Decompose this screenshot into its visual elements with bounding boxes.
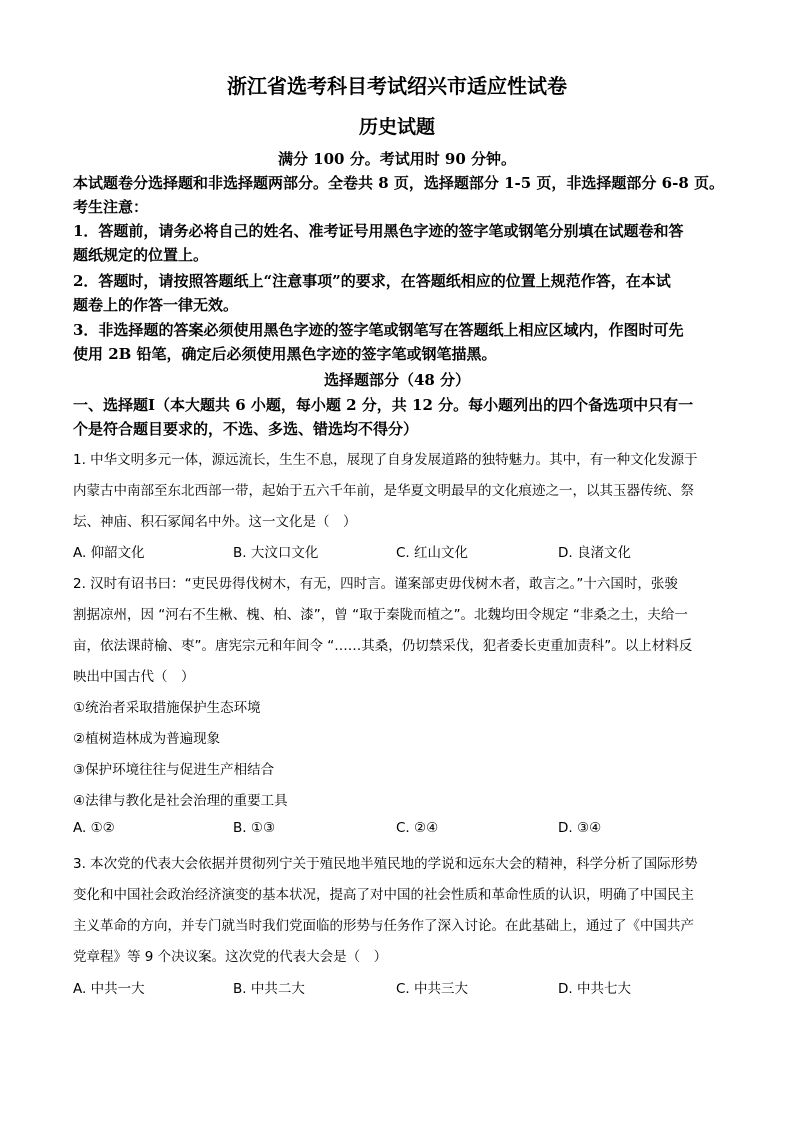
notice-2-line-2: 题卷上的作答一律无效。 (73, 296, 239, 314)
q2-option-c[interactable]: C. ②④ (396, 820, 439, 836)
exam-subtitle: 历史试题 (358, 116, 435, 138)
q1-option-b[interactable]: B. 大汶口文化 (233, 545, 319, 561)
notice-3-line-1: 3．非选择题的答案必须使用黑色字迹的签字笔或钢笔写在答题纸上相应区域内，作图时可先 (73, 321, 684, 339)
q3-line-1: 3. 本次党的代表大会依据并贯彻列宁关于殖民地半殖民地的学说和远东大会的精神，科学分析了国际形势 (73, 856, 698, 872)
intro-line: 本试题卷分选择题和非选择题两部分。全卷共 8 页，选择题部分 1-5 页，非选择题部分 6-8 页。 (73, 174, 724, 192)
q3-option-b[interactable]: B. 中共二大 (233, 981, 305, 997)
q1-line-3: 坛、神庙、积石冢闻名中外。这一文化是（ ） (73, 514, 357, 530)
notice-2-line-1: 2．答题时，请按照答题纸上“注意事项”的要求，在答题纸相应的位置上规范作答，在本试 (73, 272, 671, 290)
score-line: 满分 100 分。考试用时 90 分钟。 (277, 150, 517, 168)
part-1-instructions-line-1: 一、选择题Ⅰ（本大题共 6 小题，每小题 2 分，共 12 分。每小题列出的四个备选项中只有一 (73, 396, 694, 414)
q3-option-a[interactable]: A. 中共一大 (73, 981, 145, 997)
section-heading: 选择题部分（48 分） (323, 371, 471, 389)
q1-line-1: 1. 中华文明多元一体，源远流长，生生不息，展现了自身发展道路的独特魅力。其中，有一种文化发源于 (73, 452, 698, 468)
q2-statement-3: ③保护环境往往与促进生产相结合 (73, 762, 275, 778)
q2-option-b[interactable]: B. ①③ (233, 820, 276, 836)
notice-1-line-1: 1．答题前，请务必将自己的姓名、准考证号用黑色字迹的签字笔或钢笔分别填在试题卷和答 (73, 222, 684, 240)
q2-line-1: 2. 汉时有诏书曰：“吏民毋得伐树木，有无，四时言。谨案部吏毋伐树木者，敢言之。”十六国时，张骏 (73, 576, 678, 592)
q1-option-c[interactable]: C. 红山文化 (396, 545, 469, 561)
notice-1-line-2: 题纸规定的位置上。 (73, 246, 209, 264)
q2-statement-4: ④法律与教化是社会治理的重要工具 (73, 793, 288, 809)
part-1-instructions-line-2: 个是符合题目要求的，不选、多选、错选均不得分） (73, 420, 419, 438)
q3-option-d[interactable]: D. 中共七大 (558, 981, 631, 997)
notice-3-line-2: 使用 2B 铅笔，确定后必须使用黑色字迹的签字笔或钢笔描黑。 (73, 345, 497, 363)
notice-heading: 考生注意： (73, 198, 149, 216)
q3-line-2: 变化和中国社会政治经济演变的基本状况，提高了对中国的社会性质和革命性质的认识，明确了中国民主 (73, 887, 694, 903)
q2-statement-2: ②植树造林成为普遍现象 (73, 731, 221, 747)
exam-title: 浙江省选考科目考试绍兴市适应性试卷 (227, 74, 567, 98)
q2-statement-1: ①统治者采取措施保护生态环境 (73, 700, 261, 716)
q2-line-4: 映出中国古代（ ） (73, 669, 195, 685)
q3-line-4: 党章程》等 9 个决议案。这次党的代表大会是（ ） (73, 949, 388, 965)
q1-option-a[interactable]: A. 仰韶文化 (73, 545, 145, 561)
q1-option-d[interactable]: D. 良渚文化 (558, 545, 631, 561)
q1-line-2: 内蒙古中南部至东北西部一带，起始于五六千年前，是华夏文明最早的文化痕迹之一，以其玉器传统、祭 (73, 483, 694, 499)
q2-line-3: 亩，依法课莳榆、枣”。唐宪宗元和年间令 “……其桑，仍切禁采伐，犯者委长吏重加责科”。以上材料反 (73, 638, 693, 654)
q2-option-d[interactable]: D. ③④ (558, 820, 602, 836)
q2-option-a[interactable]: A. ①② (73, 820, 115, 836)
q3-option-c[interactable]: C. 中共三大 (396, 981, 469, 997)
q3-line-3: 主义革命的方向，并专门就当时我们党面临的形势与任务作了深入讨论。在此基础上，通过了《中国共产 (73, 918, 694, 934)
q2-line-2: 割据凉州，因 “河右不生楸、槐、柏、漆”，曾 “取于秦陇而植之”。北魏均田令规定 “非桑之土，夫给一 (73, 607, 688, 623)
